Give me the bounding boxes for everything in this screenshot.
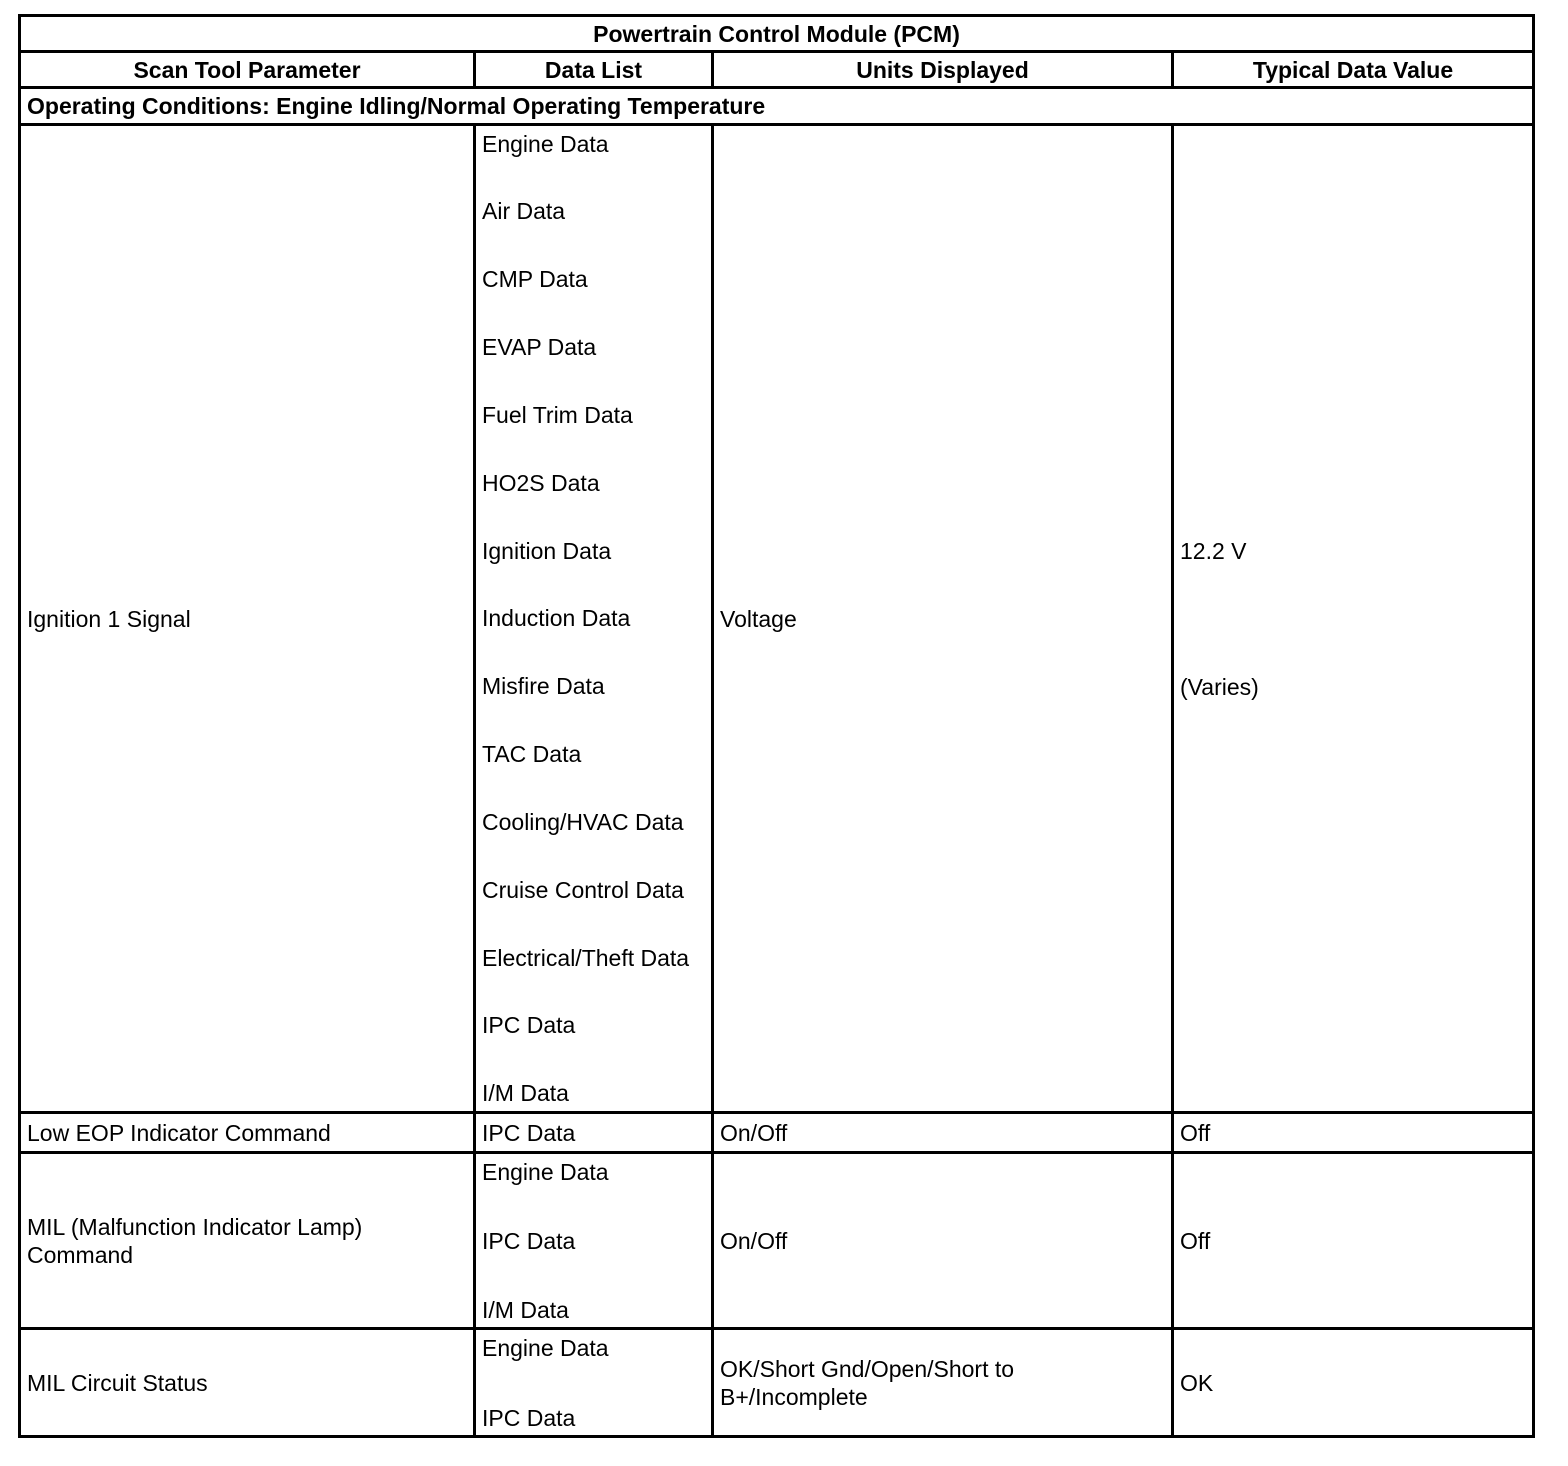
data-list-item: Engine Data [482, 1334, 609, 1361]
data-list-item: Electrical/Theft Data [482, 944, 690, 971]
data-list-cell [475, 1153, 713, 1329]
data-list-item: CMP Data [482, 266, 588, 293]
units-cell: Voltage [713, 125, 1173, 1113]
header-row [20, 52, 1534, 88]
data-list-item: IPC Data [482, 1227, 576, 1254]
data-list-item: I/M Data [482, 1296, 569, 1323]
data-list-stack [482, 130, 705, 1108]
header-data-list: Data List [475, 52, 713, 88]
units-cell: On/Off [713, 1113, 1173, 1153]
data-list-item: TAC Data [482, 741, 582, 768]
table-row [20, 125, 1534, 1113]
typical-value: 12.2 V [1180, 537, 1247, 564]
param-cell: Low EOP Indicator Command [20, 1113, 475, 1153]
data-list-item: EVAP Data [482, 334, 597, 361]
data-list-item: Fuel Trim Data [482, 401, 633, 428]
typical-value-note: (Varies) [1180, 673, 1259, 700]
value-cell: Off [1173, 1113, 1534, 1153]
title-row [20, 16, 1534, 52]
value-cell: OK [1173, 1329, 1534, 1437]
data-list-item: Cooling/HVAC Data [482, 808, 684, 835]
data-list-item: HO2S Data [482, 469, 600, 496]
data-list-item: Induction Data [482, 605, 631, 632]
pcm-data-table [18, 14, 1535, 1438]
table-row [20, 1113, 1534, 1153]
param-cell: MIL Circuit Status [20, 1329, 475, 1437]
table-row [20, 1329, 1534, 1437]
data-list-item: Ignition Data [482, 537, 612, 564]
data-list-cell: IPC Data [475, 1113, 713, 1153]
param-cell: Ignition 1 Signal [20, 125, 475, 1113]
data-list-stack [482, 1334, 705, 1432]
header-typical-data-value: Typical Data Value [1173, 52, 1534, 88]
header-scan-tool-parameter: Scan Tool Parameter [20, 52, 475, 88]
operating-conditions: Operating Conditions: Engine Idling/Normal Operating Temperature [20, 88, 1534, 125]
value-cell [1173, 125, 1534, 1113]
data-list-item: Misfire Data [482, 673, 605, 700]
data-list-cell [475, 125, 713, 1113]
param-cell: MIL (Malfunction Indicator Lamp) Command [20, 1153, 475, 1329]
data-list-stack [482, 1158, 705, 1324]
data-list-item: IPC Data [482, 1012, 576, 1039]
data-list-item: I/M Data [482, 1080, 569, 1107]
data-list-item: Air Data [482, 198, 566, 225]
header-units-displayed: Units Displayed [713, 52, 1173, 88]
data-list-cell [475, 1329, 713, 1437]
data-list-item: Engine Data [482, 130, 609, 157]
data-list-item: Engine Data [482, 1158, 609, 1185]
value-stack [1180, 537, 1526, 701]
value-cell: Off [1173, 1153, 1534, 1329]
units-cell: On/Off [713, 1153, 1173, 1329]
table-title: Powertrain Control Module (PCM) [20, 16, 1534, 52]
data-list-item: Cruise Control Data [482, 876, 684, 903]
conditions-row [20, 88, 1534, 125]
units-cell: OK/Short Gnd/Open/Short to B+/Incomplete [713, 1329, 1173, 1437]
data-list-item: IPC Data [482, 1404, 576, 1431]
table-row [20, 1153, 1534, 1329]
